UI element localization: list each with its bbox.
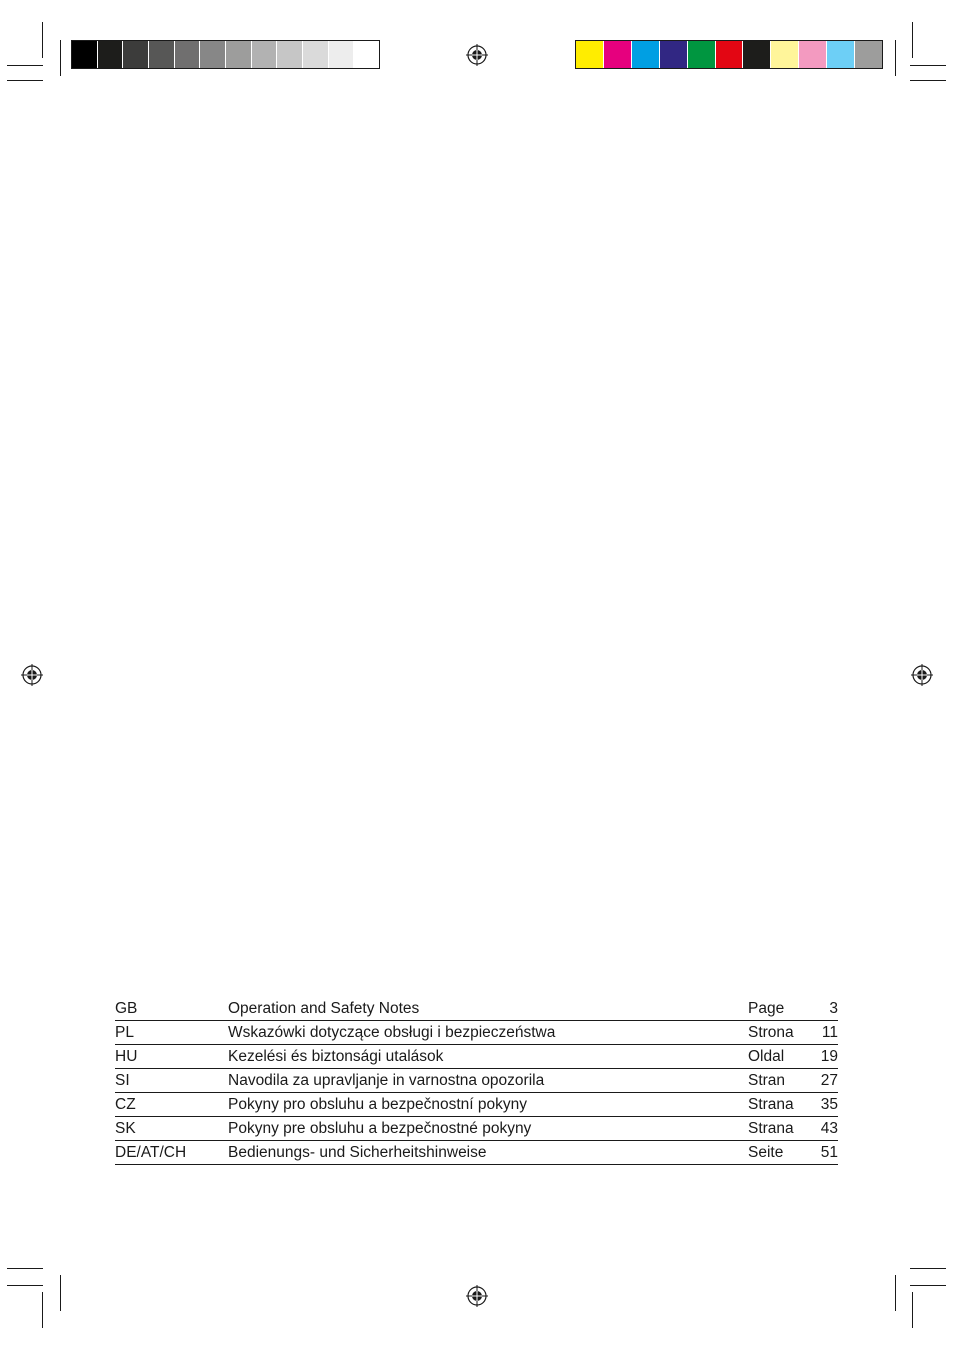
crop-mark xyxy=(7,1285,43,1286)
page-number: 3 xyxy=(829,1000,838,1017)
color-swatch xyxy=(855,41,882,68)
crop-mark xyxy=(910,1285,946,1286)
crop-mark xyxy=(7,80,43,81)
color-swatch xyxy=(743,41,771,68)
page-label: Strana xyxy=(748,1120,794,1137)
page-label: Stran xyxy=(748,1072,786,1089)
color-swatch xyxy=(827,41,855,68)
page-number: 19 xyxy=(820,1048,838,1065)
color-swatch xyxy=(688,41,716,68)
section-title: Kezelési és biztonsági utalások xyxy=(228,1048,444,1065)
toc-row-hu[interactable] xyxy=(115,1045,838,1069)
page-label: Page xyxy=(748,1000,785,1017)
crop-mark xyxy=(895,40,896,76)
registration-mark-icon xyxy=(911,664,933,686)
color-swatch xyxy=(123,41,149,68)
registration-mark-icon xyxy=(466,1285,488,1307)
color-swatch xyxy=(716,41,744,68)
color-swatch xyxy=(604,41,632,68)
crop-mark xyxy=(910,80,946,81)
registration-mark-icon xyxy=(21,664,43,686)
section-title: Navodila za upravljanje in varnostna opozorila xyxy=(228,1072,545,1089)
crop-mark xyxy=(910,65,946,66)
page-number: 51 xyxy=(820,1144,838,1161)
crop-mark xyxy=(60,40,61,76)
color-swatch xyxy=(149,41,175,68)
table-of-contents xyxy=(115,997,838,1165)
section-title: Operation and Safety Notes xyxy=(228,1000,420,1017)
language-code: GB xyxy=(115,1000,138,1017)
color-swatch xyxy=(771,41,799,68)
crop-mark xyxy=(7,65,43,66)
toc-row-sk[interactable] xyxy=(115,1117,838,1141)
page-label: Strona xyxy=(748,1024,794,1041)
page-number: 27 xyxy=(820,1072,838,1089)
color-swatch xyxy=(303,41,329,68)
toc-row-gb[interactable] xyxy=(115,997,838,1021)
language-code: CZ xyxy=(115,1096,136,1113)
color-swatch xyxy=(660,41,688,68)
color-swatch xyxy=(226,41,252,68)
color-swatch xyxy=(175,41,201,68)
toc-row-cz[interactable] xyxy=(115,1093,838,1117)
section-title: Bedienungs- und Sicherheitshinweise xyxy=(228,1144,487,1161)
toc-row-de[interactable] xyxy=(115,1141,838,1165)
color-swatch xyxy=(72,41,98,68)
crop-mark xyxy=(912,1292,913,1328)
crop-mark xyxy=(60,1275,61,1311)
page-label: Strana xyxy=(748,1096,794,1113)
page-label: Oldal xyxy=(748,1048,785,1065)
language-code: SI xyxy=(115,1072,130,1089)
page-number: 35 xyxy=(820,1096,838,1113)
color-swatch xyxy=(98,41,124,68)
language-code: HU xyxy=(115,1048,138,1065)
language-code: DE/AT/CH xyxy=(115,1144,187,1161)
crop-mark xyxy=(912,22,913,58)
color-swatch xyxy=(252,41,278,68)
color-control-bar xyxy=(575,40,883,69)
section-title: Pokyny pro obsluhu a bezpečnostní pokyny xyxy=(228,1096,527,1113)
section-title: Pokyny pre obsluhu a bezpečnostné pokyny xyxy=(228,1120,532,1137)
language-code: PL xyxy=(115,1024,134,1041)
crop-mark xyxy=(42,1292,43,1328)
color-swatch xyxy=(277,41,303,68)
page-number: 11 xyxy=(821,1024,838,1041)
crop-mark xyxy=(910,1268,946,1269)
color-swatch xyxy=(200,41,226,68)
registration-mark-icon xyxy=(466,44,488,66)
color-swatch xyxy=(354,41,379,68)
section-title: Wskazówki dotyczące obsługi i bezpieczeństwa xyxy=(228,1024,556,1041)
grayscale-control-bar xyxy=(71,40,380,69)
language-code: SK xyxy=(115,1120,136,1137)
color-swatch xyxy=(329,41,355,68)
crop-mark xyxy=(42,22,43,58)
color-swatch xyxy=(799,41,827,68)
page-label: Seite xyxy=(748,1144,784,1161)
color-swatch xyxy=(576,41,604,68)
page-number: 43 xyxy=(820,1120,838,1137)
toc-row-pl[interactable] xyxy=(115,1021,838,1045)
crop-mark xyxy=(895,1275,896,1311)
color-swatch xyxy=(632,41,660,68)
crop-mark xyxy=(7,1268,43,1269)
toc-row-si[interactable] xyxy=(115,1069,838,1093)
